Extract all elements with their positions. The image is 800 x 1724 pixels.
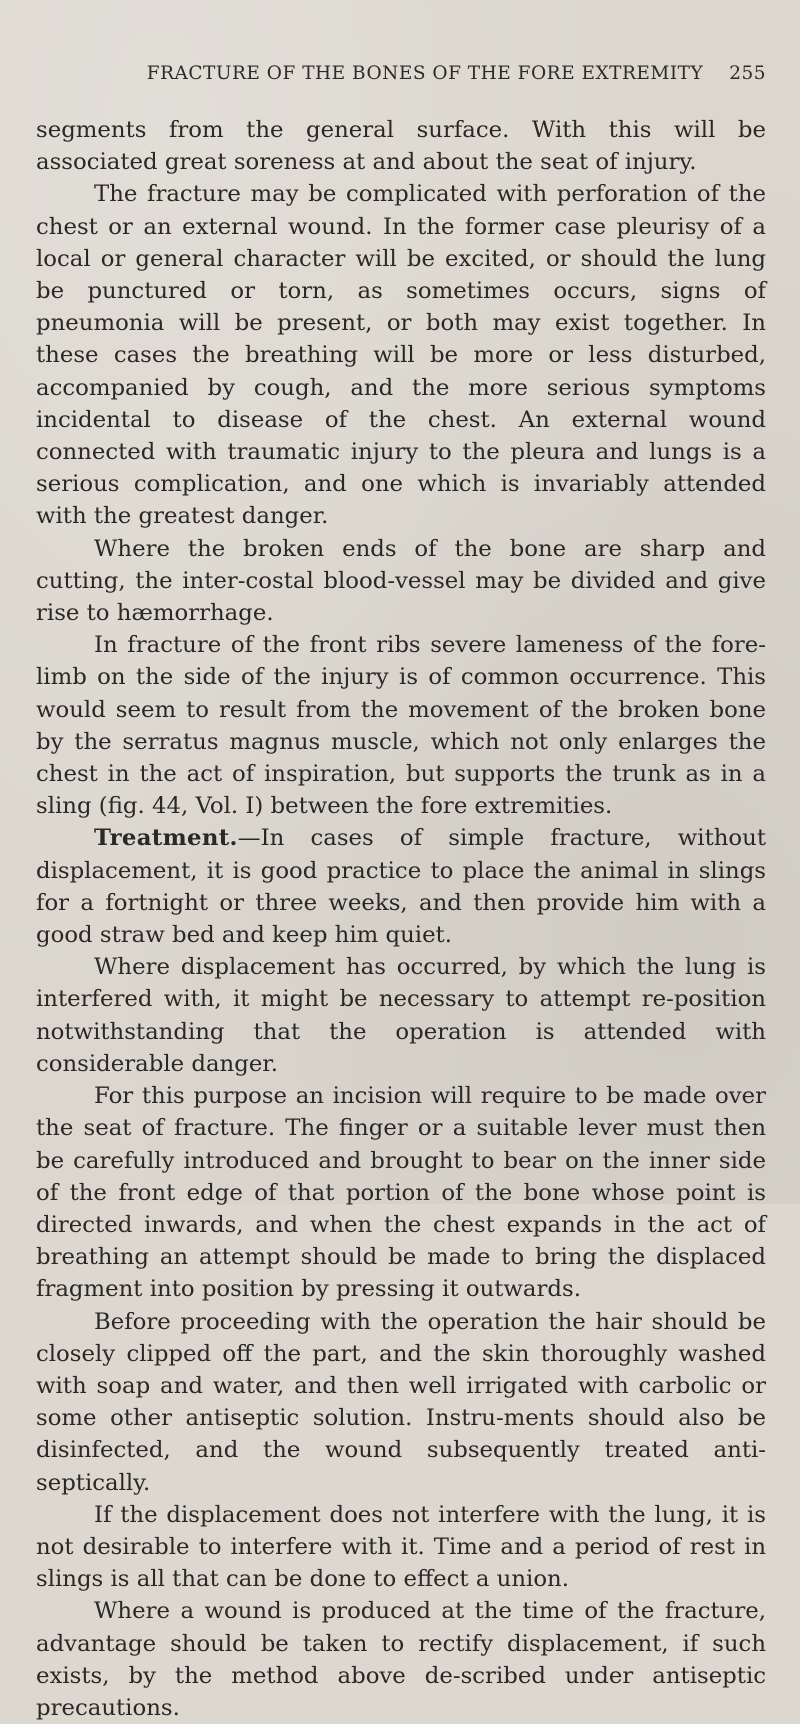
paragraph-displacement: Where displacement has occurred, by which the lung is interfered with, it might be necessary to attempt re-position notwithstanding that the operation is attended with considerable danger. — [36, 954, 766, 1077]
page-number: 255 — [729, 63, 766, 84]
paragraph-continued: segments from the general surface. With this will be associated great soreness at and about the seat of injury. — [36, 117, 766, 176]
paragraph-wound: Where a wound is produced at the time of the fracture, advantage should be taken to rectify displacement, if such exists, by the method above de-scribed under antiseptic precautions. — [36, 1598, 766, 1721]
section-heading-treatment: Treatment. — [94, 825, 238, 852]
paragraph-haemorrhage: Where the broken ends of the bone are sharp and cutting, the inter-costal blood-vessel may be divided and give rise to hæmorrhage. — [36, 535, 766, 627]
running-title: FRACTURE OF THE BONES OF THE FORE EXTREMITY — [146, 63, 704, 84]
paragraph-incision: For this purpose an incision will require to be made over the seat of fracture. The finger or a suitable lever must then be carefully introduced and brought to bear on the inner side of the front edge of that portion of the bone whose point is directed inwards, and when the chest expands in the act of breathing an attempt should be made to bring the displaced fragment into position by pressing it outwards. — [36, 1083, 766, 1303]
running-head — [36, 58, 766, 90]
body-text — [36, 114, 766, 1724]
paragraph-treatment: Treatment.—In cases of simple fracture, without displacement, it is good practice to place the animal in slings for a fortnight or three weeks, and then provide him with a good straw bed and keep him quiet. — [36, 825, 766, 949]
paragraph-antisepsis: Before proceeding with the operation the hair should be closely clipped off the part, and the skin thoroughly washed with soap and water, and then well irrigated with carbolic or some other antiseptic solution. Instru-ments should also be disinfected, and the wound subsequently treated anti-septically. — [36, 1308, 766, 1496]
paragraph-no-interference: If the displacement does not interfere with the lung, it is not desirable to interfere with it. Time and a period of rest in slings is all that can be done to effect a union. — [36, 1501, 766, 1593]
paragraph-front-ribs: In fracture of the front ribs severe lameness of the fore-limb on the side of the injury is of common occurrence. This would seem to result from the movement of the broken bone by the serratus magnus muscle, which not only enlarges the chest in the act of inspiration, but supports the trunk as in a sling (fig. 44, Vol. I) between the fore extremities. — [36, 632, 766, 820]
paragraph-complications: The fracture may be complicated with perforation of the chest or an external wound. In the former case pleurisy of a local or general character will be excited, or should the lung be punctured or torn, as sometimes occurs, signs of pneumonia will be present, or both may exist together. In these cases the breathing will be more or less disturbed, accompanied by cough, and the more serious symptoms incidental to disease of the chest. An external wound connected with traumatic injury to the pleura and lungs is a serious complication, and one which is invariably attended with the greatest danger. — [36, 181, 766, 530]
